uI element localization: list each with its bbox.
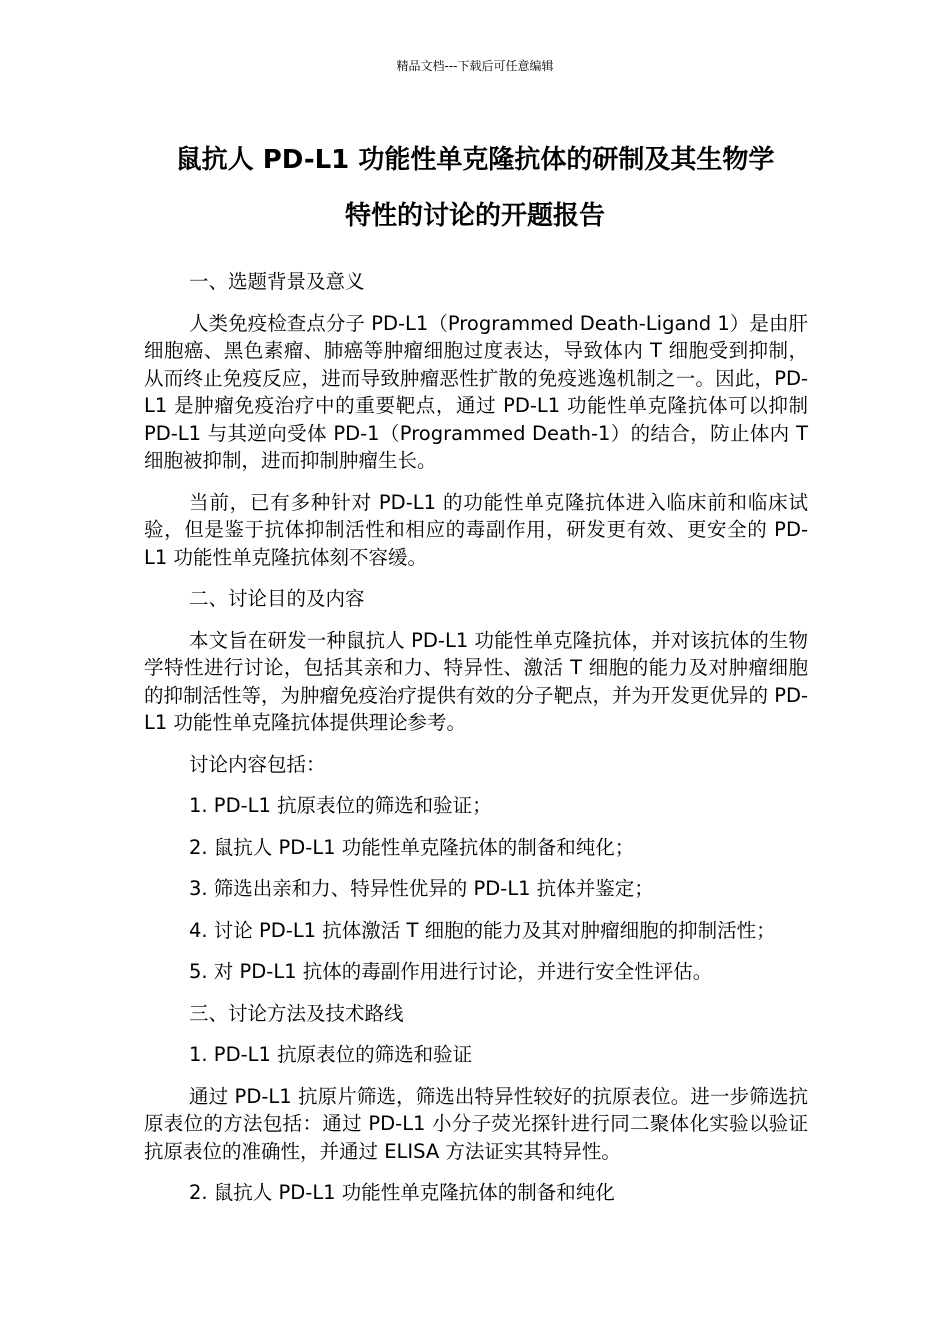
section-1-paragraph-2: 当前，已有多种针对 PD-L1 的功能性单克隆抗体进入临床前和临床试验，但是鉴于抗体抑制活性和相应的毒副作用，研发更有效、更安全的 PD-L1 功能性单克隆抗体刻不容缓。 (144, 490, 808, 569)
section-3-subheading-1: 1. PD-L1 抗原表位的筛选和验证 (189, 1043, 473, 1066)
document-title (120, 132, 830, 244)
section-2-intro: 讨论内容包括： (189, 752, 326, 776)
section-3-heading: 三、讨论方法及技术路线 (189, 1001, 404, 1025)
title-line-1: 鼠抗人 PD-L1 功能性单克隆抗体的研制及其生物学 (175, 145, 775, 175)
list-item: 1. PD-L1 抗原表位的筛选和验证； (189, 794, 492, 817)
section-2-paragraph-1: 本文旨在研发一种鼠抗人 PD-L1 功能性单克隆抗体，并对该抗体的生物学特性进行讨论，包括其亲和力、特异性、激活 T 细胞的能力及对肿瘤细胞的抑制活性等，为肿瘤免疫治疗提供有效的分子靶点，并为开发更优异的 PD-L1 功能性单克隆抗体提供理论参考。 (144, 628, 809, 734)
section-2-heading: 二、讨论目的及内容 (189, 587, 365, 610)
list-item: 5. 对 PD-L1 抗体的毒副作用进行讨论，并进行安全性评估。 (189, 960, 713, 983)
section-1-heading: 一、选题背景及意义 (189, 270, 365, 293)
section-3-subheading-2: 2. 鼠抗人 PD-L1 功能性单克隆抗体的制备和纯化 (189, 1181, 615, 1204)
title-line-2: 特性的讨论的开题报告 (344, 201, 605, 231)
header-note: 精品文档---下载后可任意编辑 (396, 59, 554, 73)
list-item: 4. 讨论 PD-L1 抗体激活 T 细胞的能力及其对肿瘤细胞的抑制活性； (189, 918, 776, 942)
document-body (144, 268, 808, 1221)
list-item: 2. 鼠抗人 PD-L1 功能性单克隆抗体的制备和纯化； (189, 835, 635, 859)
list-item: 3. 筛选出亲和力、特异性优异的 PD-L1 抗体并鉴定； (189, 877, 654, 900)
section-3-paragraph-1: 通过 PD-L1 抗原片筛选，筛选出特异性较好的抗原表位。进一步筛选抗原表位的方法包括：通过 PD-L1 小分子荧光探针进行同二聚体化实验以验证抗原表位的准确性，并通过 ELISA 方法证实其特异性。 (144, 1084, 808, 1163)
section-1-paragraph-1: 人类免疫检查点分子 PD-L1（Programmed Death-Ligand 1）是由肝细胞癌、黑色素瘤、肺癌等肿瘤细胞过度表达，导致体内 T 细胞受到抑制，从而终止免疫反应，进而导致肿瘤恶性扩散的免疫逃逸机制之一。因此，PD-L1 是肿瘤免疫治疗中的重要靶点，通过 PD-L1 功能性单克隆抗体可以抑制 PD-L1 与其逆向受体 PD-1（Programmed Death-1）的结合，防止体内 T 细胞被抑制，进而抑制肿瘤生长。 (144, 311, 808, 472)
